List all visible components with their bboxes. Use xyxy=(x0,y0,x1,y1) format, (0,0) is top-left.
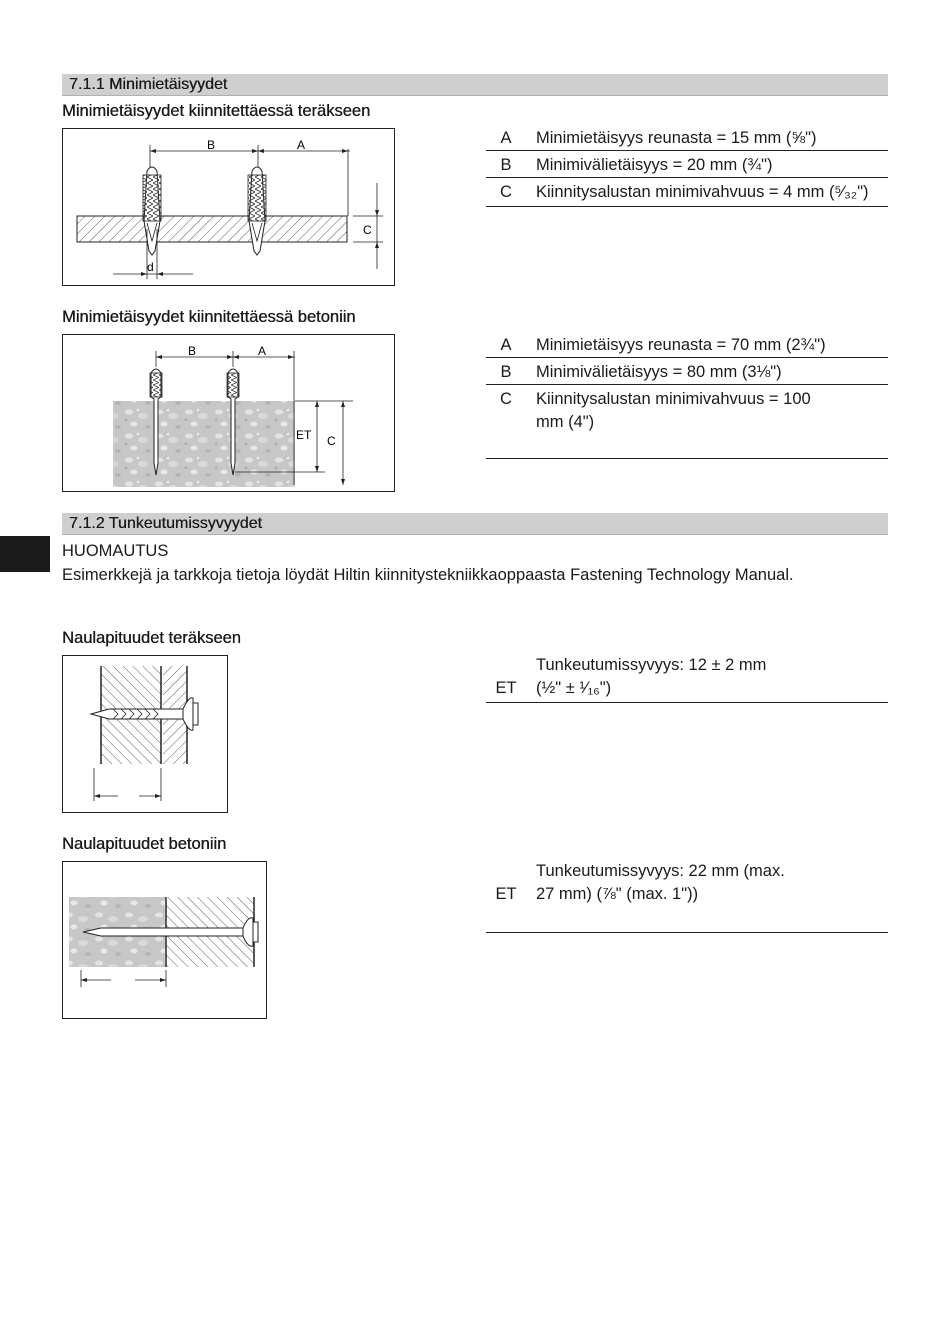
table-row xyxy=(486,388,888,459)
row-value-line: Tunkeutumissyvyys: 12 ± 2 mm xyxy=(536,656,767,674)
table-row xyxy=(486,361,888,385)
section-title-minimum-distances: 7.1.1 Minimietäisyydet xyxy=(62,74,888,96)
row-value: Minimietäisyys reunasta = 15 mm (⅝") xyxy=(536,129,817,147)
concrete-distances-heading: Minimietäisyydet kiinnitettäessä betoniin xyxy=(62,308,356,326)
row-value xyxy=(526,654,888,702)
steel-distances-figure xyxy=(62,128,395,286)
row-value xyxy=(526,860,888,932)
row-value: Minimietäisyys reunasta = 70 mm (2¾") xyxy=(536,336,826,354)
row-key: ET xyxy=(495,885,517,903)
table-row xyxy=(486,127,888,151)
label-et: ET xyxy=(296,428,312,442)
row-value-line: (½" ± ¹⁄₁₆") xyxy=(536,679,612,697)
concrete-distances-figure xyxy=(62,334,395,492)
row-key: B xyxy=(500,363,512,381)
row-key: C xyxy=(500,390,512,408)
steel-distances-heading: Minimietäisyydet kiinnitettäessä teräkseen xyxy=(62,102,371,120)
row-value: Minimivälietäisyys = 80 mm (3⅛") xyxy=(536,363,782,381)
row-key: B xyxy=(500,156,512,174)
note-title: HUOMAUTUS xyxy=(62,542,169,560)
label-c: C xyxy=(327,434,336,448)
row-value-line: Tunkeutumissyvyys: 22 mm (max. xyxy=(536,862,785,880)
row-key: A xyxy=(500,336,512,354)
label-c: C xyxy=(363,223,372,237)
row-key: A xyxy=(500,129,512,147)
label-b: B xyxy=(207,138,216,152)
steel-nail-length-heading: Naulapituudet teräkseen xyxy=(62,629,241,647)
row-value: Minimivälietäisyys = 20 mm (¾") xyxy=(536,156,773,174)
page-tab-marker xyxy=(0,536,50,572)
steel-penetration-figure xyxy=(62,655,228,813)
table-row xyxy=(486,334,888,358)
label-b: B xyxy=(188,344,197,358)
label-a: A xyxy=(297,138,306,152)
concrete-penetration-table xyxy=(486,860,888,933)
concrete-penetration-figure xyxy=(62,861,267,1019)
label-a: A xyxy=(258,344,267,358)
table-row xyxy=(486,654,888,703)
row-value-line: 27 mm) (⅞" (max. 1")) xyxy=(536,885,699,903)
section-title-penetration-depths: 7.1.2 Tunkeutumissyvyydet xyxy=(62,513,888,535)
table-row xyxy=(486,181,888,207)
concrete-distances-table xyxy=(486,334,888,459)
row-key: C xyxy=(500,183,512,201)
label-d: d xyxy=(147,260,154,274)
row-key: ET xyxy=(495,679,517,697)
row-value: Kiinnitysalustan minimivahvuus = 100 mm (4") xyxy=(536,390,811,431)
concrete-nail-length-heading: Naulapituudet betoniin xyxy=(62,835,227,853)
row-value: Kiinnitysalustan minimivahvuus = 4 mm (⁵⁄₃₂") xyxy=(536,183,869,201)
steel-distances-table xyxy=(486,127,888,207)
table-row xyxy=(486,154,888,178)
steel-penetration-table xyxy=(486,654,888,703)
table-row xyxy=(486,860,888,933)
note-body: Esimerkkejä ja tarkkoja tietoja löydät Hiltin kiinnitystekniikkaoppaasta Fastening Technology Manual. xyxy=(62,566,794,584)
